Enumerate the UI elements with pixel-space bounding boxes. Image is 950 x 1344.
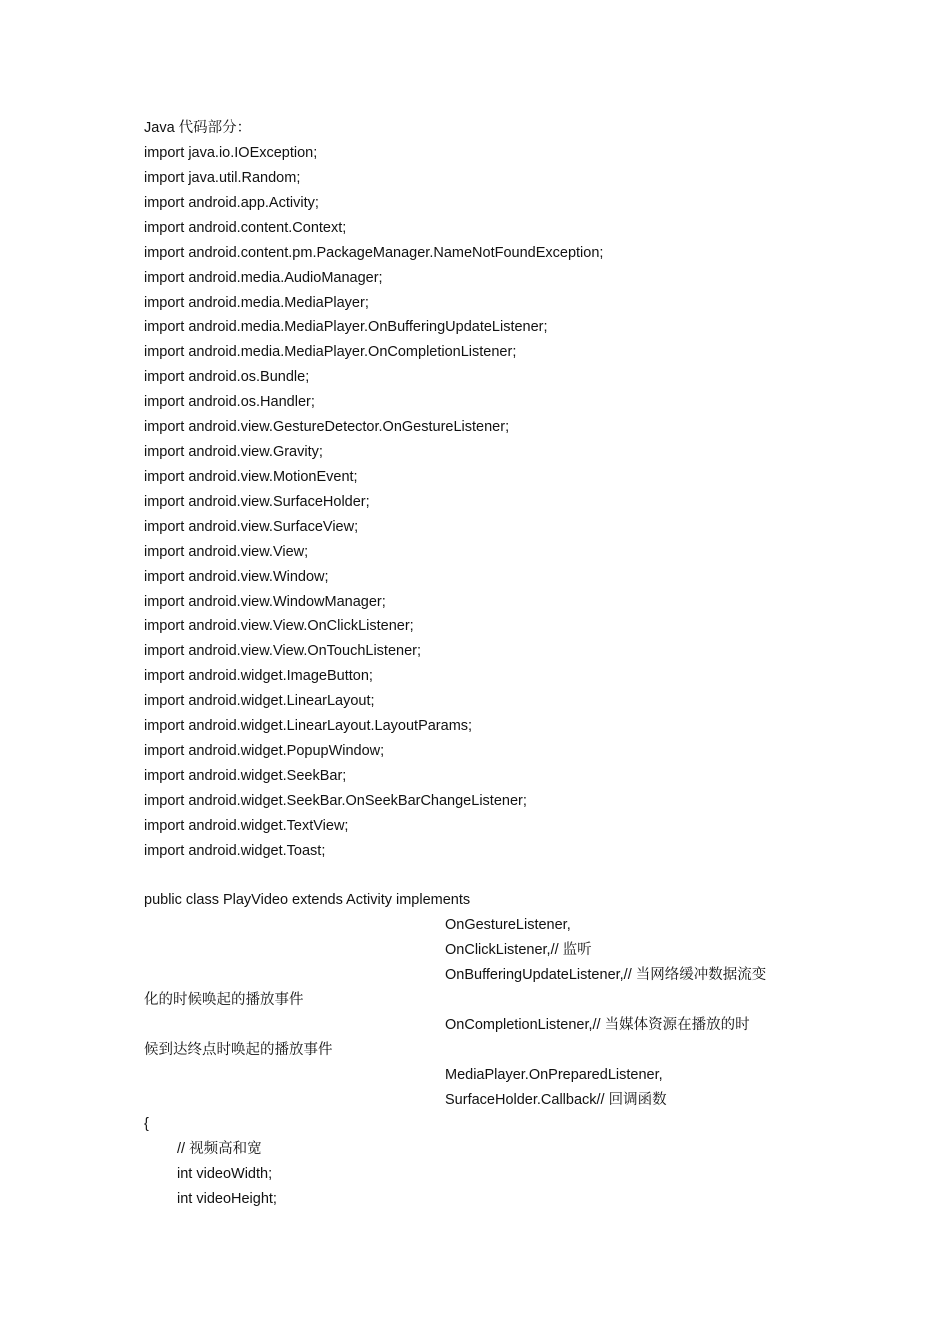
import-line: import android.media.MediaPlayer; <box>144 295 369 311</box>
import-line: import android.content.Context; <box>144 220 347 236</box>
import-line: import android.view.Window; <box>144 569 329 585</box>
field-declaration: int videoWidth; <box>177 1166 273 1182</box>
comment-continuation: 候到达终点时唤起的播放事件 <box>144 1042 333 1058</box>
implements-line: OnBufferingUpdateListener,// 当网络缓冲数据流变 <box>445 967 767 983</box>
import-line: import android.view.WindowManager; <box>144 594 386 610</box>
import-line: import android.media.AudioManager; <box>144 270 383 286</box>
import-line: import android.os.Bundle; <box>144 369 310 385</box>
section-heading: Java 代码部分： <box>144 120 252 136</box>
import-line: import java.util.Random; <box>144 170 301 186</box>
import-line: import android.app.Activity; <box>144 195 319 211</box>
import-line: import android.widget.LinearLayout.LayoutParams; <box>144 718 473 734</box>
import-line: import android.view.MotionEvent; <box>144 469 358 485</box>
import-line: import android.view.View; <box>144 544 309 560</box>
class-declaration: public class PlayVideo extends Activity implements <box>144 892 471 908</box>
import-line: import android.view.GestureDetector.OnGestureListener; <box>144 419 510 435</box>
import-line: import java.io.IOException; <box>144 145 318 161</box>
import-line: import android.media.MediaPlayer.OnBufferingUpdateListener; <box>144 319 548 335</box>
comment-continuation: 化的时候唤起的播放事件 <box>144 992 304 1008</box>
import-line: import android.widget.PopupWindow; <box>144 743 385 759</box>
import-line: import android.media.MediaPlayer.OnCompletionListener; <box>144 344 517 360</box>
import-line: import android.widget.Toast; <box>144 843 326 859</box>
implements-line: OnClickListener,// 监听 <box>445 942 592 958</box>
implements-line: OnCompletionListener,// 当媒体资源在播放的时 <box>445 1017 750 1033</box>
open-brace: { <box>144 1116 149 1132</box>
import-line: import android.view.View.OnTouchListener; <box>144 643 421 659</box>
import-line: import android.os.Handler; <box>144 394 315 410</box>
import-line: import android.content.pm.PackageManager.NameNotFoundException; <box>144 245 604 261</box>
import-line: import android.widget.SeekBar; <box>144 768 347 784</box>
implements-line: MediaPlayer.OnPreparedListener, <box>445 1067 663 1083</box>
implements-line: SurfaceHolder.Callback// 回调函数 <box>445 1092 667 1108</box>
import-line: import android.view.Gravity; <box>144 444 323 460</box>
import-line: import android.widget.SeekBar.OnSeekBarChangeListener; <box>144 793 527 809</box>
implements-line: OnGestureListener, <box>445 917 571 933</box>
import-line: import android.widget.ImageButton; <box>144 668 373 684</box>
code-comment: // 视频高和宽 <box>177 1141 262 1157</box>
import-line: import android.view.SurfaceHolder; <box>144 494 370 510</box>
import-line: import android.widget.TextView; <box>144 818 349 834</box>
import-line: import android.view.View.OnClickListener; <box>144 618 414 634</box>
import-line: import android.widget.LinearLayout; <box>144 693 375 709</box>
import-line: import android.view.SurfaceView; <box>144 519 359 535</box>
field-declaration: int videoHeight; <box>177 1191 277 1207</box>
